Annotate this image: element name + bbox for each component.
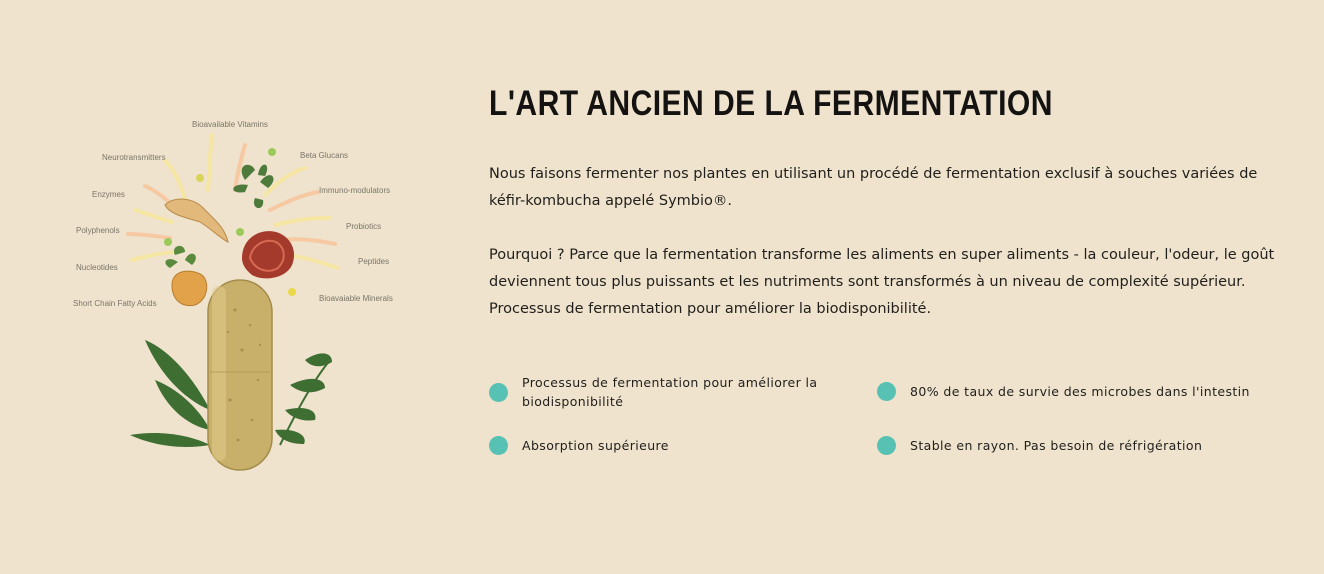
label-bioavailable-minerals: Bioavaiable Minerals [319, 294, 393, 303]
label-nucleotides: Nucleotides [76, 263, 118, 272]
label-beta-glucans: Beta Glucans [300, 151, 349, 160]
feature-text: Stable en rayon. Pas besoin de réfrigération [910, 438, 1203, 453]
feature-item [877, 436, 1202, 455]
teal-bullet-icon [877, 382, 896, 401]
fermentation-section [489, 82, 1279, 323]
label-enzymes: Enzymes [92, 190, 125, 199]
label-neurotransmitters: Neurotransmitters [102, 153, 166, 162]
feature-item [489, 373, 849, 411]
feature-item [877, 382, 1277, 401]
teal-bullet-icon [489, 383, 508, 402]
teal-bullet-icon [877, 436, 896, 455]
feature-item [489, 436, 669, 455]
label-probiotics: Probiotics [346, 222, 382, 231]
teal-bullet-icon [489, 436, 508, 455]
label-short-chain-fatty-acids: Short Chain Fatty Acids [73, 299, 157, 308]
label-polyphenols: Polyphenols [76, 226, 120, 235]
feature-text: Absorption supérieure [522, 438, 669, 453]
feature-text: Processus de fermentation pour améliorer la biodisponibilité [522, 375, 818, 409]
section-title: L'ART ANCIEN DE LA FERMENTATION [489, 84, 1053, 123]
feature-text: 80% de taux de survie des microbes dans l'intestin [910, 384, 1250, 399]
feature-list [489, 373, 1289, 473]
label-peptides: Peptides [358, 257, 390, 266]
intro-paragraph: Nous faisons fermenter nos plantes en utilisant un procédé de fermentation exclusif à souches variées de kéfir-kombucha appelé Symbio®. [489, 166, 1258, 209]
label-bioavailable-vitamins: Bioavailable Vitamins [192, 120, 268, 129]
why-paragraph: Pourquoi ? Parce que la fermentation transforme les aliments en super aliments - la couleur, l'odeur, le goût deviennent tous plus puissants et les nutriments sont transformés à un niveau de complexité supérieur. Processus de fermentation pour améliorer la biodisponibilité. [489, 247, 1275, 317]
fermentation-illustration [60, 110, 420, 480]
label-immuno-modulators: Immuno-modulators [319, 186, 391, 195]
